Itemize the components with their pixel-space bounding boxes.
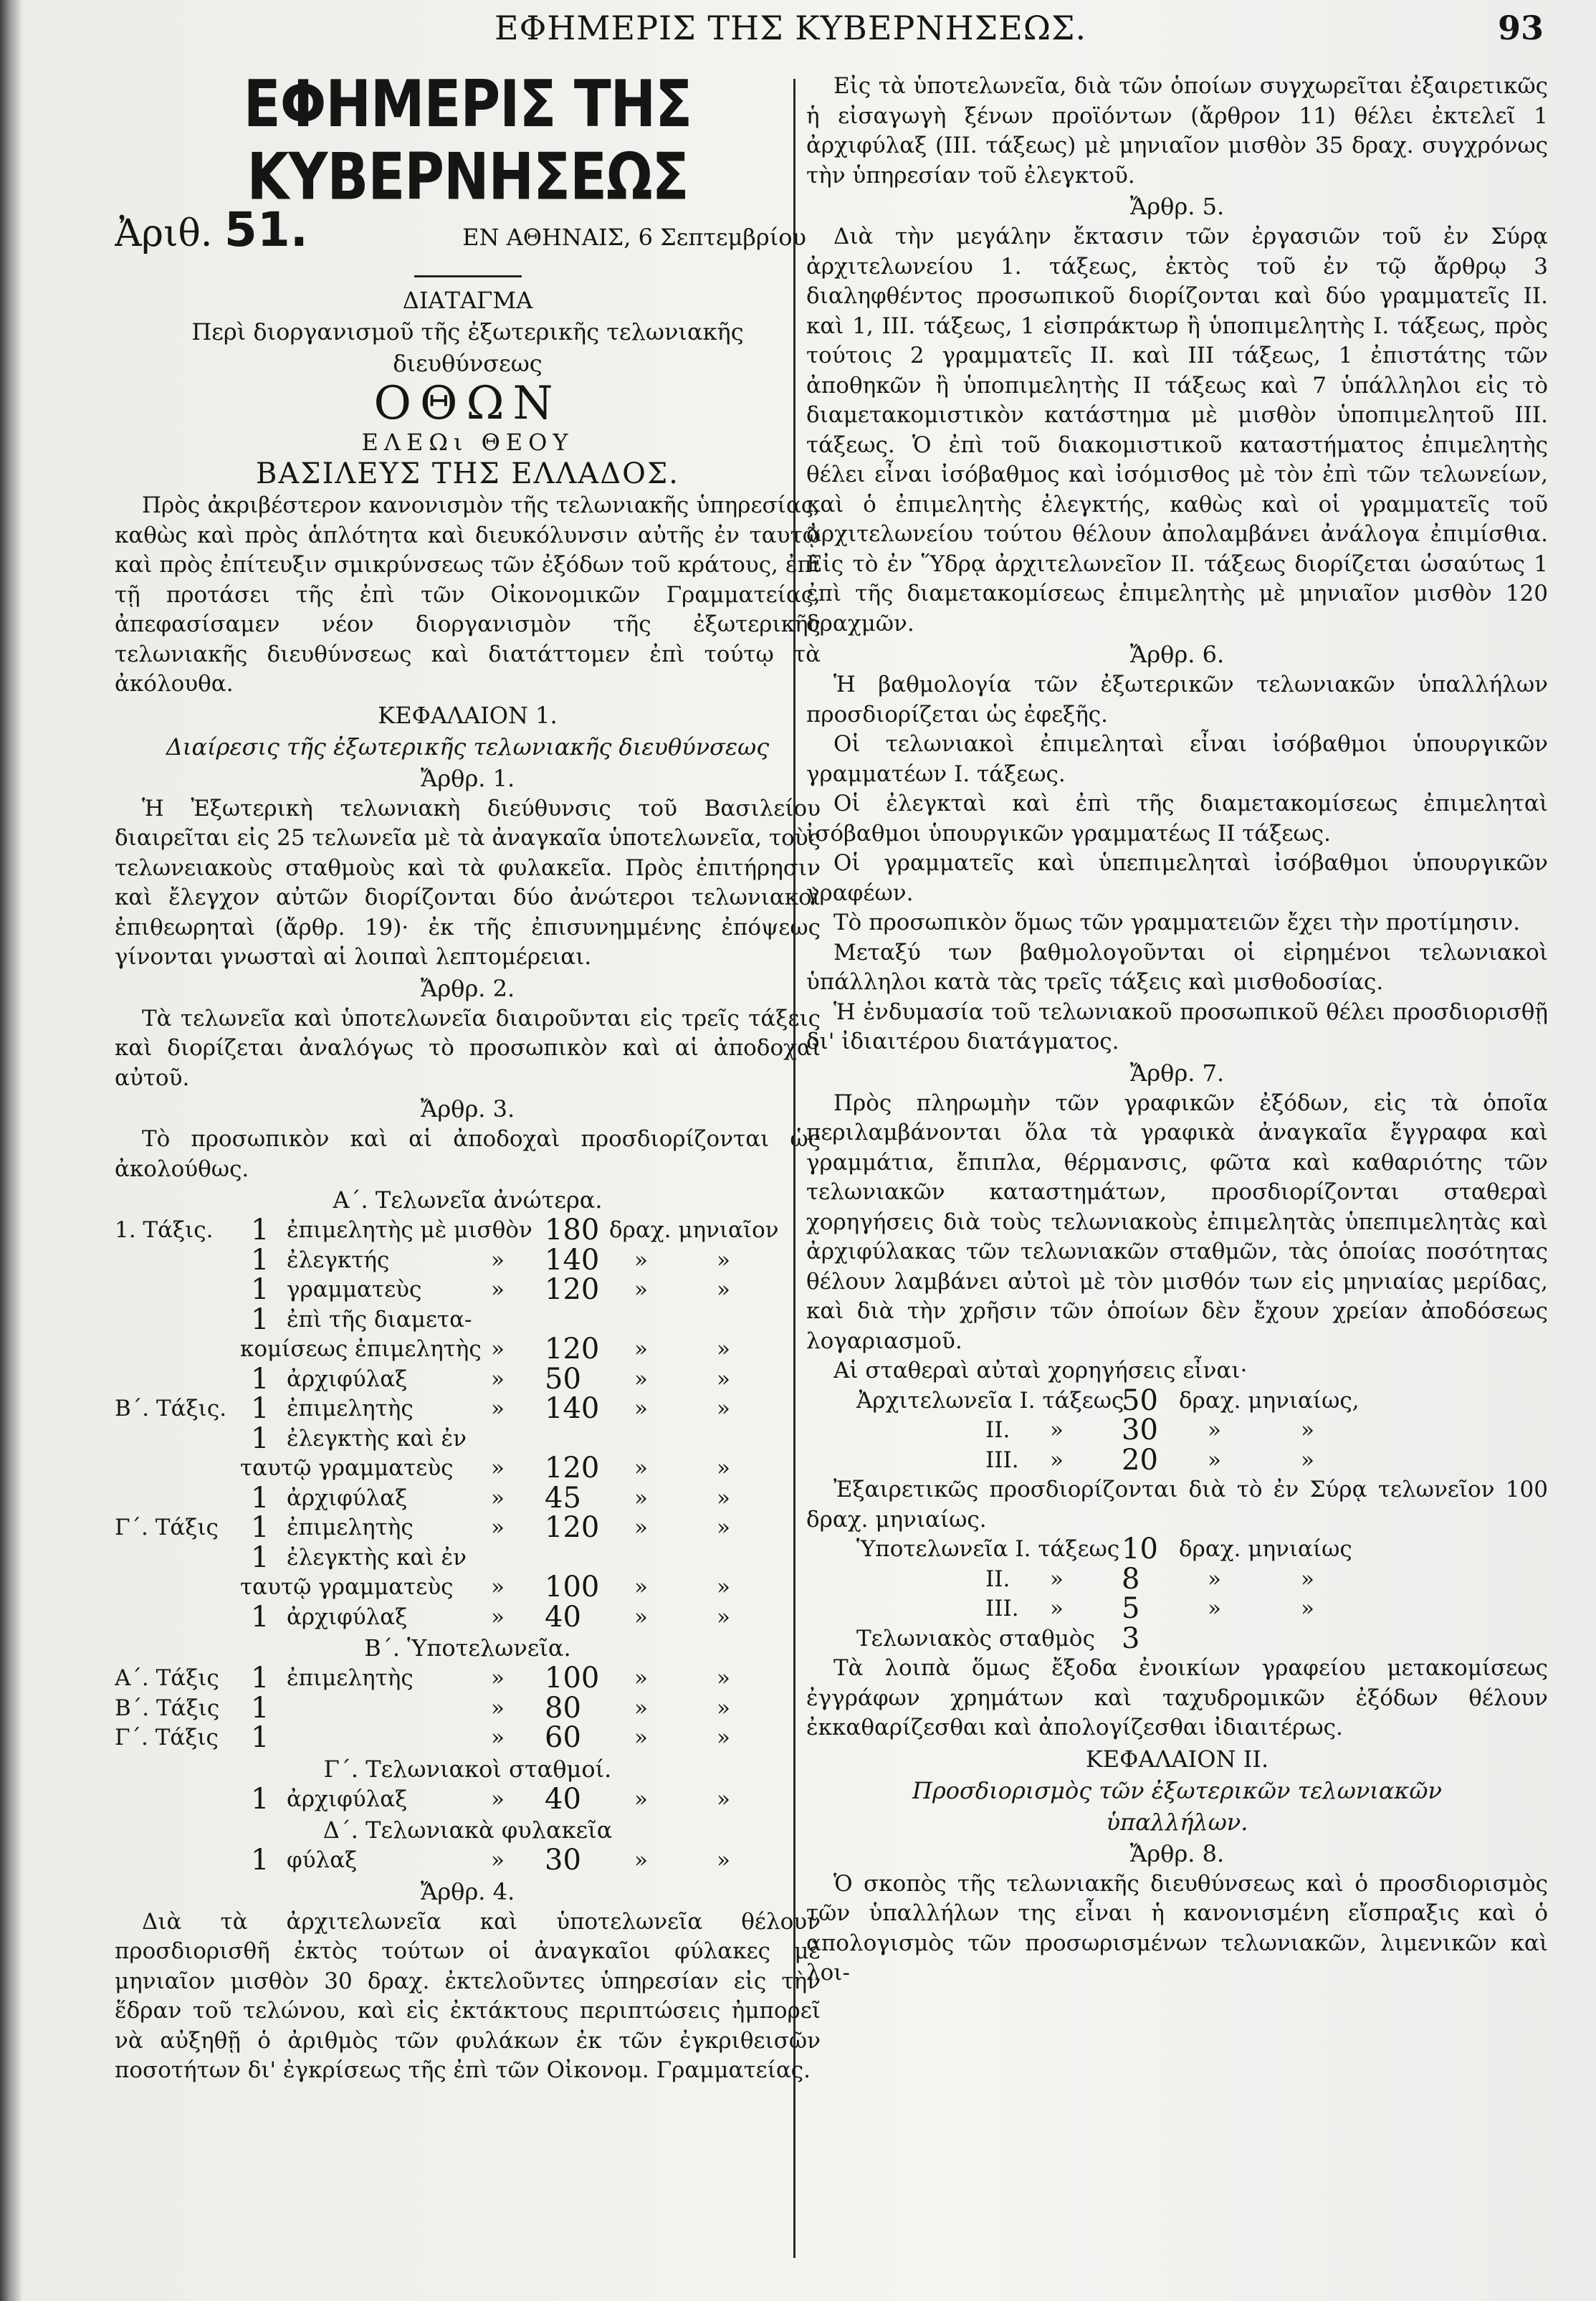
ditto-mark: »: [717, 1336, 730, 1362]
ditto-mark: »: [634, 1786, 648, 1812]
ditto-mark: »: [491, 1247, 505, 1273]
role: ἀρχιφύλαξ: [287, 1366, 408, 1392]
role: ἐπιμελητὴς: [287, 1515, 414, 1540]
role: ἐπιμελητὴς μὲ μισθὸν: [287, 1217, 532, 1243]
section-a-heading: Α΄. Τελωνεῖα ἀνώτερα.: [333, 1186, 603, 1214]
issue-date: ΕΝ ΑΘΗΝΑΙΣ, 6 Σεπτεμβρίου: [462, 224, 806, 251]
preamble: Πρὸς ἀκριβέστερον κανονισμὸν τῆς τελωνιακῆς ὑπηρεσίας, καθὼς καὶ πρὸς ἁπλότητα καὶ διευκόλυνσιν αὐτῆς ἐν ταυτῷ καὶ πρὸς ἐπίτευξιν σμικρύνσεως τῶν ἐξόδων τοῦ κράτους, ἐπὶ τῇ προτάσει τῆς ἐπὶ τῶν Οἰκονομικῶν Γραμματείας, ἀπεφασίσαμεν νέον διοργανισμὸν τῆς ἐξωτερικῆς τελωνιακῆς διευθύνσεως καὶ διατάττομεν ἐπὶ τούτῳ τὰ ἀκόλουθα.: [115, 492, 821, 697]
ditto-mark: »: [717, 1366, 730, 1392]
allowance-amount: 10: [1122, 1533, 1158, 1566]
role: ἀρχιφύλαξ: [287, 1485, 408, 1511]
article-3-heading: Ἄρθρ. 3.: [420, 1095, 515, 1123]
ditto-mark: »: [1050, 1447, 1064, 1473]
ditto-mark: »: [634, 1725, 648, 1750]
allowance-amount: 20: [1122, 1443, 1158, 1477]
allowance-amount: 5: [1122, 1592, 1140, 1625]
masthead: ΕΦΗΜΕΡΙΣ ΤΗΣ ΚΥΒΕΡΝΗΣΕΩΣ: [243, 72, 692, 214]
amount: 45: [545, 1481, 581, 1515]
table-row: [115, 1573, 821, 1603]
ditto-mark: »: [1208, 1447, 1221, 1473]
ditto-mark: »: [491, 1574, 505, 1600]
ditto-mark: »: [634, 1515, 648, 1540]
table-row: [115, 1600, 821, 1634]
article-8-text: Ὁ σκοπὸς τῆς τελωνιακῆς διευθύνσεως καὶ ὁ προσδιορισμὸς τῶν ὑπαλλήλων της εἶναι ἡ κανονισμένη εἴσπραξις καὶ ὁ απολογισμὸς τῶν προσωρισμένων τελωνιακῶν, λιμενικῶν καὶ λοι-: [806, 1870, 1548, 1986]
ditto-mark: »: [1301, 1596, 1314, 1621]
amount: 30: [545, 1844, 581, 1877]
ditto-mark: »: [634, 1336, 648, 1362]
chapter-1-subtitle: Διαίρεσις τῆς ἐξωτερικῆς τελωνιακῆς διευθύνσεως: [166, 733, 770, 761]
table-row: [115, 1513, 821, 1543]
ditto-mark: »: [491, 1366, 505, 1392]
role: ἐπιμελητὴς: [287, 1665, 414, 1691]
article-6-heading: Ἄρθρ. 6.: [1129, 641, 1225, 668]
ditto-mark: »: [491, 1604, 505, 1630]
allowance-unit: δραχ. μηνιαίως,: [1179, 1387, 1360, 1414]
decree-subject: Περὶ διοργανισμοῦ τῆς ἐξωτερικῆς τελωνιακῆς διευθύνσεως: [191, 318, 744, 377]
amount: 50: [545, 1362, 581, 1396]
role: κομίσεως ἐπιμελητὴς: [240, 1336, 482, 1362]
count: 1: [251, 1392, 269, 1425]
table-row: [115, 1454, 821, 1484]
ditto-mark: »: [634, 1277, 648, 1302]
amount: 60: [545, 1721, 581, 1754]
other-expenses-text: Τὰ λοιπὰ ὅμως ἔξοδα ἐνοικίων γραφείου μετακομίσεως ἐγγράφων χρημάτων καὶ ταχυδρομικῶν ἐξόδων θέλουν ἐκκαθαρίζεσθαι καὶ ἀπολογίζεσθαι ἰδιαιτέρως.: [806, 1655, 1548, 1740]
section-c-heading: Γ΄. Τελωνιακοὶ σταθμοί.: [323, 1755, 612, 1783]
allowance-label: III.: [985, 1596, 1019, 1621]
count: 1: [251, 1662, 269, 1695]
ditto-mark: »: [491, 1847, 505, 1873]
allowance-label: Ἀρχιτελωνεῖα I. τάξεως: [856, 1387, 1124, 1414]
role: ἐπιμελητὴς: [287, 1396, 414, 1421]
article-6-para: Οἱ γραμματεῖς καὶ ὑπεπιμεληταὶ ἰσόβαθμοι ὑπουργικῶν γραφέων.: [806, 850, 1548, 906]
table-row: [115, 1540, 821, 1574]
ditto-mark: »: [1301, 1447, 1314, 1473]
ditto-mark: »: [1050, 1596, 1064, 1621]
table-row: [115, 1216, 821, 1246]
role: ἐλεγκτής: [287, 1247, 390, 1273]
issue-number: Ἀριθ. 51.: [115, 202, 308, 257]
role: ταυτῷ γραμματεὺς: [240, 1574, 454, 1600]
article-1-text: Ἡ Ἐξωτερικὴ τελωνιακὴ διεύθυνσις τοῦ Βασιλείου διαιρεῖται εἰς 25 τελωνεῖα μὲ τὰ ἀναγκαῖα ὑποτελωνεῖα, τοὺς τελωνειακοὺς σταθμοὺς καὶ τὰ φυλακεῖα. Πρὸς ἐπιτήρησιν καὶ ἔλεγχον αὐτῶν διορίζονται δύο ἀνώτεροι τελωνιακοὶ ἐπιθεωρηταὶ (ἄρθρ. 19)· ἐκ τῆς ἐπισυνημμένης ἐπόψεως γίνονται γνωσταὶ αἱ λοιπαὶ λεπτομέρειαι.: [115, 795, 821, 970]
amount: 100: [545, 1571, 600, 1604]
amount: 140: [545, 1243, 600, 1277]
ditto-mark: »: [491, 1695, 505, 1721]
count: 1: [251, 1511, 269, 1544]
article-7-text: Πρὸς πληρωμὴν τῶν γραφικῶν ἐξόδων, εἰς τὰ ὁποῖα περιλαμβάνονται ὅλα τὰ γραφικὰ ἀναγκαῖα ἔγγραφα καὶ γραμμάτια, ἔπιπλα, θέρμανσις, φῶτα καὶ καθαριότης τῶν τελωνιακῶν καταστημάτων, προσδιορίζονται σταθεραὶ χορηγήσεις διὰ τοὺς τελωνιακοὺς ἐπιμελητὰς ὑπεπιμελητὰς καὶ ἀρχιφύλακας τῶν τελωνιακῶν σταθμῶν, τὰς ὁποίας ποσότητας θέλουν λαμβάνει αὐτοὶ μὲ τὸν μισθόν των εἰς μηνιαίας μερίδας, καὶ διὰ τὴν χρῆσιν τῶν ὁποίων δὲν ἔχουν χρείαν ἀποδόσεως λογαριασμοῦ.: [806, 1090, 1548, 1354]
ditto-mark: »: [1050, 1566, 1064, 1592]
table-row: [115, 1782, 821, 1816]
ditto-mark: »: [491, 1277, 505, 1302]
section-b-rows: [115, 1664, 821, 1753]
article-2-text: Τὰ τελωνεῖα καὶ ὑποτελωνεῖα διαιροῦνται εἰς τρεῖς τάξεις καὶ διορίζεται ἀναλόγως τὸ προσωπικὸν καὶ αἱ ἀποδοχαὶ αὐτοῦ.: [115, 1005, 821, 1091]
ditto-mark: »: [634, 1396, 648, 1421]
allowance-row: [806, 1416, 1548, 1446]
ditto-mark: »: [634, 1574, 648, 1600]
allowance-label: II.: [985, 1417, 1010, 1443]
count: 1: [251, 1844, 269, 1877]
ditto-mark: »: [491, 1665, 505, 1691]
ditto-mark: »: [491, 1396, 505, 1421]
table-row: [115, 1275, 821, 1305]
table-row: [115, 1394, 821, 1424]
article-4-text: Διὰ τὰ ἀρχιτελωνεῖα καὶ ὑποτελωνεῖα θέλουν προσδιορισθῆ ἐκτὸς τούτων οἱ ἀναγκαῖοι φύλακες μὲ μηνιαῖον μισθὸν 30 δραχ. ἐκτελοῦντες ὑπηρεσίαν εἰς τὴν ἕδραν τοῦ τελώνου, καὶ εἰς ἐκτάκτους περιπτώσεις ἠμπορεῖ νὰ αὐξηθῇ ὁ ἀριθμὸς τῶν φυλάκων ἐκ τῶν ἐγκριθεισῶν ποσοτήτων δι' ἐγκρίσεως τῆς ἐπὶ τῶν Οἰκονομ. Γραμματείας.: [115, 1908, 821, 2083]
ditto-mark: »: [1301, 1566, 1314, 1592]
amount: 180: [545, 1214, 600, 1247]
ditto-mark: »: [491, 1725, 505, 1750]
ditto-mark: »: [634, 1455, 648, 1481]
count: 1: [251, 1214, 269, 1247]
ditto-mark: »: [717, 1695, 730, 1721]
allowance-row: [806, 1443, 1548, 1477]
ditto-mark: »: [717, 1847, 730, 1873]
article-3-text: Τὸ προσωπικὸν καὶ αἱ ἀποδοχαὶ προσδιορίζονται ὡς ἀκολούθως.: [115, 1126, 821, 1182]
ditto-mark: »: [717, 1515, 730, 1540]
ditto-mark: »: [634, 1485, 648, 1511]
left-column: [115, 72, 821, 2279]
ditto-mark: »: [717, 1277, 730, 1302]
ditto-mark: »: [717, 1396, 730, 1421]
role: ἀρχιφύλαξ: [287, 1604, 408, 1630]
amount: 40: [545, 1600, 581, 1634]
ditto-mark: »: [634, 1366, 648, 1392]
amount: 140: [545, 1392, 600, 1425]
amount: 100: [545, 1662, 600, 1695]
article-7-heading: Ἄρθρ. 7.: [1129, 1059, 1225, 1087]
allowance-label: Ὑποτελωνεῖα I. τάξεως: [856, 1536, 1120, 1562]
allowance-label: II.: [985, 1566, 1010, 1592]
allowance-table-hypo: [806, 1535, 1548, 1654]
ditto-mark: »: [1301, 1417, 1314, 1443]
section-d-heading: Δ΄. Τελωνιακὰ φυλακεῖα: [322, 1816, 613, 1844]
article-1-heading: Ἄρθρ. 1.: [420, 764, 515, 792]
ditto-mark: »: [491, 1515, 505, 1540]
ditto-mark: »: [717, 1725, 730, 1750]
ditto-mark: »: [717, 1574, 730, 1600]
table-row: [115, 1243, 821, 1277]
section-a-rows: [115, 1216, 821, 1632]
ditto-mark: »: [717, 1485, 730, 1511]
amount: 80: [545, 1691, 581, 1725]
table-row: [115, 1691, 821, 1725]
allowance-amount: 30: [1122, 1414, 1158, 1447]
class-label: Γ΄. Τάξις: [115, 1515, 219, 1540]
amount: 120: [545, 1333, 600, 1366]
section-b-heading: Β΄. Ὑποτελωνεῖα.: [364, 1634, 571, 1662]
count: 1: [251, 1782, 269, 1816]
table-row: [115, 1335, 821, 1365]
role: φύλαξ: [287, 1847, 358, 1873]
class-label: 1. Τάξις.: [115, 1217, 214, 1243]
class-label: Β΄. Τάξις: [115, 1695, 220, 1721]
ditto-mark: »: [1208, 1417, 1221, 1443]
ditto-mark: »: [491, 1455, 505, 1481]
article-4-heading: Ἄρθρ. 4.: [420, 1877, 515, 1905]
allowance-amount: 50: [1122, 1383, 1158, 1417]
article-2-heading: Ἄρθρ. 2.: [420, 974, 515, 1002]
allowance-row: [806, 1621, 1548, 1655]
allowance-row: [806, 1594, 1548, 1624]
article-6-para: Οἱ ἐλεγκταὶ καὶ ἐπὶ τῆς διαμετακομίσεως ἐπιμεληταὶ ἰσόβαθμοι ὑπουργικῶν γραμματέως II τάξεως.: [806, 791, 1548, 847]
amount: 40: [545, 1782, 581, 1816]
ditto-mark: »: [491, 1786, 505, 1812]
amount: 120: [545, 1452, 600, 1485]
table-row: [115, 1302, 821, 1336]
count: 1: [251, 1600, 269, 1634]
allowance-amount: 8: [1122, 1562, 1140, 1596]
table-row: [115, 1846, 821, 1876]
article-6-para: Οἱ τελωνιακοὶ ἐπιμεληταὶ εἶναι ἰσόβαθμοι ὑπουργικῶν γραμματέων I. τάξεως.: [806, 731, 1548, 787]
count: 1: [251, 1362, 269, 1396]
count: 1: [251, 1540, 269, 1574]
issue-line: [115, 202, 821, 262]
ditto-mark: »: [717, 1604, 730, 1630]
salary-table: [115, 1184, 821, 1876]
class-label: Γ΄. Τάξις: [115, 1725, 219, 1750]
ditto-mark: »: [491, 1336, 505, 1362]
count: 1: [251, 1243, 269, 1277]
role: ἐπὶ τῆς διαμετα-: [287, 1306, 472, 1333]
ditto-mark: »: [491, 1485, 505, 1511]
ditto-mark: »: [634, 1247, 648, 1273]
class-label: Β΄. Τάξις.: [115, 1396, 227, 1421]
count: 1: [251, 1691, 269, 1725]
amount: 120: [545, 1511, 600, 1544]
role: γραμματεὺς: [287, 1277, 422, 1302]
allowance-table-archi: [806, 1383, 1548, 1477]
chapter-2-subtitle-line2: ὑπαλλήλων.: [1106, 1808, 1248, 1836]
article-6-para: Ἡ ἐνδυμασία τοῦ τελωνιακοῦ προσωπικοῦ θέλει προσδιορισθῇ δι' ἰδιαιτέρου διατάγματος.: [806, 999, 1548, 1054]
article-5-heading: Ἄρθρ. 5.: [1129, 193, 1225, 220]
decree-title: ΔΙΑΤΑΓΜΑ: [402, 287, 533, 314]
allowance-unit: δραχ. μηνιαίως: [1179, 1536, 1352, 1562]
chapter-2-subtitle: Προσδιορισμὸς τῶν ἐξωτερικῶν τελωνιακῶν: [912, 1776, 1442, 1804]
article-8-heading: Ἄρθρ. 8.: [1129, 1839, 1225, 1867]
allowance-amount: 3: [1122, 1621, 1140, 1655]
ditto-mark: »: [717, 1665, 730, 1691]
article-7-intro: Αἱ σταθεραὶ αὐταὶ χορηγήσεις εἶναι·: [833, 1358, 1248, 1383]
class-label: Α΄. Τάξις: [115, 1665, 219, 1691]
page-number: 93: [1498, 9, 1544, 47]
article-5-text: Διὰ τὴν μεγάλην ἔκτασιν τῶν ἐργασιῶν τοῦ ἐν Σύρᾳ ἀρχιτελωνείου 1. τάξεως, ἐκτὸς τοῦ ἐν τῷ ἄρθρῳ 3 διαληφθέντος προσωπικοῦ διορίζονται καὶ δύο γραμματεῖς II. καὶ 1, III. τάξεως, 1 εἰσπράκτωρ ἢ ὑποπιμελητὴς I. τάξεως, πρὸς τούτοις 2 γραμματεῖς II. καὶ III τάξεως, 1 ἐπιστάτης τῶν ἀποθηκῶν ἢ ὑποπιμελητὴς II τάξεως καὶ 7 ὑπάλληλοι εἰς τὸ διαμετακομιστικὸν κατάστημα μὲ μισθὸν ὑποπιμελητοῦ III. τάξεως. Ὁ ἐπὶ τοῦ διακομιστικοῦ καταστήματος ἐπιμελητὴς θέλει εἶναι ἰσόβαθμος καὶ ἰσόμισθος μὲ τὸν ἐπὶ τῶν τελωνείων, καὶ ὁ ἐπιμελητὴς ἐλεγκτής, καθὼς καὶ οἱ γραμματεῖς τοῦ ἀρχιτελωνείου τούτου θέλουν ἀπολαμβάνει ἀνάλογα ἐπιμίσθια. Εἰς τὸ ἐν Ὕδρᾳ ἀρχιτελωνεῖον II. τάξεως διορίζεται ὡσαύτως 1 ἐπὶ τῆς διαμετακομίσεως ἐπιμελητὴς μὲ μηνιαῖον μισθὸν 120 δραχμῶν.: [806, 224, 1548, 637]
allowance-label: Τελωνιακὸς σταθμὸς: [856, 1625, 1095, 1652]
table-row: [115, 1421, 821, 1455]
king-name: ΟΘΩΝ: [373, 377, 562, 430]
table-row: [115, 1723, 821, 1753]
table-row: [115, 1664, 821, 1694]
chapter-1-heading: ΚΕΦΑΛΑΙΟΝ 1.: [378, 701, 558, 729]
section-d-rows: [115, 1846, 821, 1876]
role: ἀρχιφύλαξ: [287, 1786, 408, 1812]
role: ἐλεγκτὴς καὶ ἐν: [287, 1544, 467, 1571]
right-column: [806, 72, 1548, 2279]
allowance-label: III.: [985, 1447, 1019, 1473]
by-grace-line: ΕΛΕΩι ΘΕΟΥ: [361, 429, 574, 456]
ditto-mark: »: [717, 1455, 730, 1481]
running-header: [0, 6, 1596, 52]
ditto-mark: »: [1050, 1417, 1064, 1443]
count: 1: [251, 1721, 269, 1754]
allowance-row: [806, 1535, 1548, 1565]
article-6-para: Τὸ προσωπικὸν ὅμως τῶν γραμματειῶν ἔχει τὴν προτίμησιν.: [833, 910, 1521, 935]
count: 1: [251, 1421, 269, 1455]
count: 1: [251, 1302, 269, 1336]
running-title: ΕΦΗΜΕΡΙΣ ΤΗΣ ΚΥΒΕΡΝΗΣΕΩΣ.: [494, 9, 1087, 47]
ditto-mark: »: [634, 1665, 648, 1691]
table-row: [115, 1481, 821, 1515]
section-c-rows: [115, 1782, 821, 1816]
king-title: ΒΑΣΙΛΕΥΣ ΤΗΣ ΕΛΛΑΔΟΣ.: [256, 457, 679, 490]
article-6-para: Μεταξύ των βαθμολογοῦνται οἱ εἰρημένοι τελωνιακοὶ ὑπάλληλοι κατὰ τὰς τρεῖς τάξεις καὶ μισθοδοσίας.: [806, 939, 1548, 995]
allowance-row: [806, 1383, 1548, 1417]
ditto-mark: »: [634, 1604, 648, 1630]
count: 1: [251, 1481, 269, 1515]
title-rule: [414, 275, 522, 277]
ditto-mark: »: [717, 1786, 730, 1812]
article-6-para: Ἡ βαθμολογία τῶν ἐξωτερικῶν τελωνιακῶν ὑπαλλήλων προσδιορίζεται ὡς ἐφεξῆς.: [806, 672, 1548, 728]
role: ἐλεγκτὴς καὶ ἐν: [287, 1425, 467, 1452]
ditto-mark: »: [1208, 1596, 1221, 1621]
chapter-2-heading: ΚΕΦΑΛΑΙΟΝ II.: [1085, 1745, 1269, 1773]
ditto-mark: »: [1208, 1566, 1221, 1592]
amount: 120: [545, 1273, 600, 1306]
table-row: [115, 1362, 821, 1396]
ditto-mark: »: [634, 1695, 648, 1721]
ditto-mark: »: [717, 1247, 730, 1273]
syra-note: Ἐξαιρετικῶς προσδιορίζονται διὰ τὸ ἐν Σύρᾳ τελωνεῖον 100 δραχ. μηνιαίως.: [806, 1477, 1548, 1533]
ditto-mark: »: [634, 1847, 648, 1873]
unit: δραχ. μηνιαῖον: [609, 1217, 779, 1243]
article-4-continued: Εἰς τὰ ὑποτελωνεῖα, διὰ τῶν ὁποίων συγχωρεῖται ἐξαιρετικῶς ἡ εἰσαγωγὴ ξένων προϊόντων (ἄρθρον 11) θέλει ἐκτελεῖ 1 ἀρχιφύλαξ (ΙΙΙ. τάξεως) μὲ μηνιαῖον μισθὸν 35 δραχ. συγχρόνως τὴν ὑπηρεσίαν τοῦ ἐλεγκτοῦ.: [806, 73, 1548, 189]
role: ταυτῷ γραμματεὺς: [240, 1455, 454, 1481]
count: 1: [251, 1273, 269, 1306]
allowance-row: [806, 1562, 1548, 1596]
